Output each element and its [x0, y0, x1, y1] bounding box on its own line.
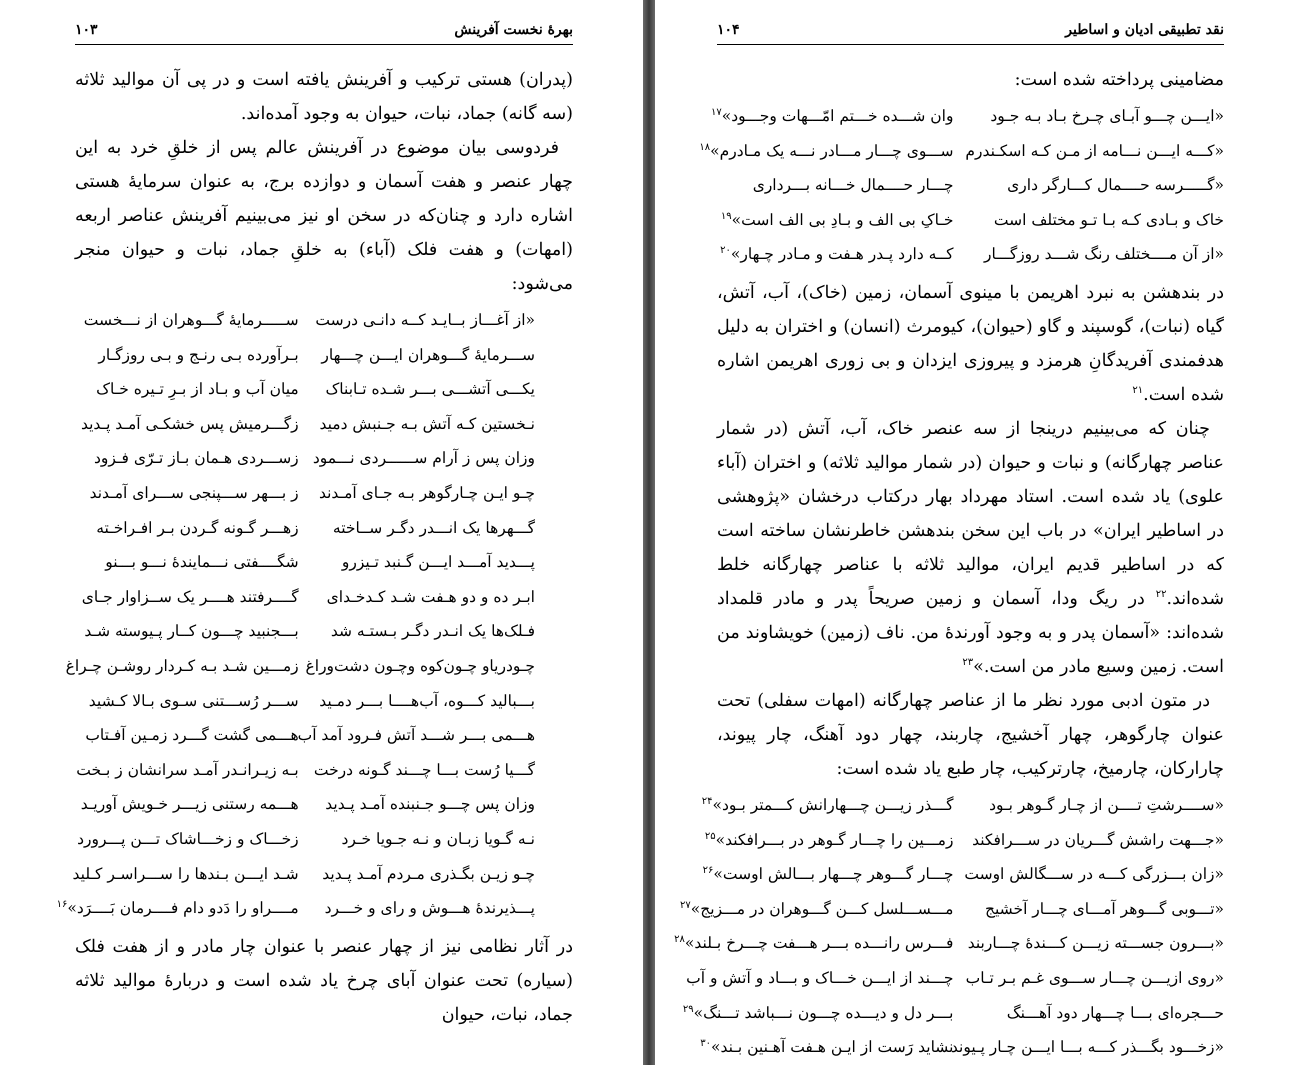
verse-hemistich-second-text: بـه زیـرانـدر آمـد سرانشان ز بـخت	[76, 760, 299, 779]
verse-hemistich-second-text: زخـــاک و زخـــاشاک تـــن پـــرورد	[77, 829, 299, 848]
verse-hemistich-second	[710, 99, 954, 134]
verse-hemistich-second	[81, 580, 299, 615]
footnote-marker: ۲۸	[674, 934, 685, 946]
verse-hemistich-second-text: شگــــفتی نـــمایندهٔ نـــو بـــنو	[105, 553, 299, 572]
footnote-marker: ۳۰	[700, 1037, 712, 1049]
verse-hemistich-second-text: مــــراو را دَدو دام فــــرمان بَــــرَد»	[67, 899, 299, 918]
verse-hemistich-second-text: ز بـــهر ســـپنجی ســـرای آمـدند	[89, 483, 299, 502]
verse-line	[680, 892, 1224, 927]
footnote-marker: ۲۶	[702, 865, 714, 876]
verse-hemistich-second	[83, 303, 299, 338]
verse-hemistich-second-text: زهـــر گـونه گـردن بـر افـراخـته	[96, 518, 299, 537]
verse-hemistich-second	[723, 168, 953, 203]
verse-line	[674, 926, 1224, 961]
verse-hemistich-first: «از آن مــــختلف رنگ شـــد روزگـــار	[983, 245, 1224, 264]
verse-hemistich-first: «روی ازیـــن چـــار ســـوی غـم بـر تـاب	[965, 968, 1224, 987]
book-gutter	[643, 0, 655, 1065]
verse-hemistich-second-text: نشاید رَست از ایـن هـفت آهـنین بـند»	[711, 1038, 954, 1057]
footnote-marker: ۲۹	[682, 1003, 694, 1015]
verse-hemistich-first: فـلک‌ها یک انـدر دگـر بـستـه شد	[330, 622, 535, 641]
verse-hemistich-second	[80, 787, 299, 822]
verse-hemistich-second-text: شـد ایـــن بـندها را ســـراسـر کـلید	[72, 864, 299, 883]
verse-hemistich-second-text: چـــند از ایـــن خـــاک و بـــاد و آتش و آب	[686, 968, 954, 987]
verse-hemistich-second	[80, 407, 299, 442]
verse-hemistich-second	[76, 753, 299, 788]
right-paragraph-2-text-b: در ریگ ودا، آسمان و زمین صریحاً پدر و مادر قلمداد شده‌اند: «آسمان پدر و به وجود آورندهٔ من. ناف (زمین) خویشاوند من است. زمین وسیع مادر من است.»	[717, 588, 1224, 677]
verse-line	[702, 857, 1224, 892]
verse-hemistich-first: «جـــهت راشش گـــریان در ســـرافکند	[972, 830, 1224, 849]
verse-line	[75, 338, 573, 373]
footnote-marker: ۲۰	[720, 245, 731, 257]
verse-line	[699, 134, 1224, 169]
verse-hemistich-first: ســـرمایهٔ گـــوهران ایـــن چـــهار	[321, 345, 535, 364]
verse-hemistich-first: گـــیا رُست بـــا چـــند گـونه درخت	[313, 760, 535, 779]
right-page-number: ۱۰۴	[717, 22, 740, 38]
verse-hemistich-second	[96, 511, 299, 546]
verse-hemistich-second-text: کــه دارد پـدر هـفت و مـادر چـهار»	[730, 245, 954, 264]
verse-hemistich-first: «ایـــن چـــو آبـای چـرخ بـاد بـه جـود	[990, 107, 1224, 125]
verse-hemistich-second	[85, 718, 299, 753]
verse-hemistich-second-text: وان شـــده خـــتم امّـــهات وجـــود»	[721, 107, 954, 125]
footnote-marker: ۲۴	[701, 795, 713, 807]
footnote-marker: ۲۷	[680, 899, 691, 911]
verse-hemistich-first: «ســــرشتِ تــــن از چـار گـوهر بـود	[989, 795, 1224, 814]
verse-hemistich-first: «زخـــود بگـــذر کـــه بـــا ایـــن چـار پـیوند	[950, 1038, 1224, 1057]
footnote-marker: ۲۵	[704, 830, 716, 842]
verse-hemistich-first: چـو زیـن بگـذری مـردم آمـد پـدید	[322, 864, 535, 883]
verse-line	[75, 822, 573, 857]
right-verse-block-1	[699, 99, 1224, 272]
verse-hemistich-first: حـــجره‌ای بـــا چـــهار دود آهـــنگ	[1006, 1003, 1224, 1022]
verse-line	[686, 961, 1224, 996]
verse-hemistich-first: وزان پس ز آرام ســــــردی نـــمود	[312, 449, 535, 468]
right-paragraph-2-text-a: چنان که می‌بینیم درینجا از سه عنصر خاک، آب، آتش (در شمار عناصر چهارگانه) و نبات و حیوان (در شمار موالید ثلاثه) و اختران (آباء علوی) یاد شده است. استاد مهرداد بهار درکتاب درخشان «پژوهشی در اساطیر ایران» در باب این سخن بندهشن خاطرنشان ساخته است که در اساطیر قدیم ایران، موالید ثلاثه با عناصر چهارگانه خلط شده‌اند.	[717, 418, 1224, 609]
verse-line	[72, 857, 573, 892]
verse-line	[704, 823, 1224, 858]
verse-hemistich-second	[702, 857, 954, 892]
verse-hemistich-second	[105, 545, 299, 580]
verse-line	[75, 718, 573, 753]
footnote-marker: ۲۱	[1132, 385, 1144, 397]
verse-hemistich-first: نـه گـویا زبـان و نـه جـویا خـرد	[341, 829, 535, 848]
verse-line	[75, 614, 573, 649]
verse-hemistich-second-text: ســـــرمایهٔ گـــوهران از نـــخست	[83, 311, 299, 329]
footnote-marker: ۱۶	[56, 898, 68, 910]
footnote-marker: ۱۹	[720, 210, 732, 222]
verse-hemistich-second-text: گــــرفتند هــــر یک ســزاوار جـای	[81, 587, 299, 606]
verse-hemistich-second	[96, 372, 299, 407]
verse-hemistich-first: خاک و بـادی کـه بـا تـو مختلف است	[993, 210, 1224, 229]
right-paragraph-1-text: در بندهشن به نبرد اهریمن با مینوی آسمان، زمین (خاک)، آب، آتش، گیاه (نبات)، گوسپند و گاو (حیوان)، کیومرث (انسان) و اختران به دلیل هدفمندی آفریدگانِ هرمزد و پیروزی ایزدان و بی زوری اهریمن اشاره شده است.	[717, 282, 1224, 405]
left-page-number: ۱۰۳	[75, 22, 98, 38]
verse-line	[75, 441, 573, 476]
verse-line	[717, 168, 1224, 203]
right-paragraph-2	[717, 412, 1224, 684]
verse-line	[75, 476, 573, 511]
verse-hemistich-second	[56, 891, 299, 926]
verse-hemistich-second-text: ســـر رُســـتنی سـوی بـالا کـشید	[88, 691, 299, 710]
verse-hemistich-second	[700, 1030, 954, 1065]
verse-hemistich-first: یکـــی آتشـــی بـــر شـده تـابناک	[325, 380, 535, 399]
verse-hemistich-second-text: زســـردی هـمان بـاز تـرّی فـزود	[94, 449, 299, 468]
verse-hemistich-first: پـــذیرندهٔ هـــوش و رای و خـــرد	[324, 899, 535, 918]
right-page-content	[674, 63, 1224, 1065]
right-page	[655, 0, 1302, 1065]
left-verse-block	[56, 303, 573, 926]
right-verse-block-2	[674, 788, 1224, 1065]
verse-hemistich-second-text: بـــجنبید چـــون کــار پـیوسته شـد	[84, 622, 299, 641]
verse-line	[75, 684, 573, 719]
verse-hemistich-first: هـــمی بـــر شـــد آتش فـرود آمد آب	[297, 726, 535, 745]
verse-line	[56, 891, 573, 926]
verse-hemistich-second	[77, 822, 299, 857]
left-paragraph-1: (پدران) هستی ترکیب و آفرینش یافته است و در پی آن موالید ثلاثه (سه گانه) جماد، نبات، حیوان به وجود آمده‌اند.	[75, 70, 573, 124]
verse-hemistich-second-text: میان آب و بـاد از بـرِ تـیره خـاک	[96, 380, 299, 399]
verse-hemistich-first: چـودریاو چـون‌کوه وچـون دشت‌وراغ	[305, 656, 535, 675]
verse-line	[710, 99, 1224, 134]
verse-hemistich-first: «گـــــرسه حــــمال کـــارگر داری	[1007, 176, 1224, 195]
verse-hemistich-second-text: هـــمه رستنی زیـــر خـویش آوریـد	[80, 795, 299, 814]
verse-line	[75, 545, 573, 580]
verse-line	[682, 996, 1224, 1031]
verse-hemistich-second-text: هـــمی گشت گـــرد زمـین آفـتاب	[85, 726, 299, 745]
verse-hemistich-second	[701, 788, 954, 823]
verse-hemistich-first: گـــهرها یک انـــدر دگـر ســاخته	[332, 518, 535, 537]
verse-hemistich-second	[680, 892, 954, 927]
verse-hemistich-second	[98, 338, 299, 373]
verse-hemistich-second-text: خـاکِ بی الف و بـادِ بی الف است»	[731, 210, 954, 229]
verse-line	[717, 203, 1224, 238]
left-paragraph-2: فردوسی بیان موضوع در آفرینش عالم پس از خلقِ خرد به این چهار عنصر و هفت آسمان و دوازده برج، به عنوان سرمایهٔ هستی اشاره دارد و چنان‌که در سخن او نیز می‌بینیم آفرینش عناصر اربعه (امهات) و هفت فلک (آباء) به خلقِ جماد، نبات و حیوان منجر می‌شود:	[75, 138, 573, 294]
right-intro: مضامینی پرداخته شده است:	[1014, 70, 1224, 90]
verse-hemistich-second	[94, 441, 299, 476]
footnote-marker: ۱۸	[699, 141, 711, 153]
verse-hemistich-second-text: زمـــین شـد بـه کـردار روشـن چـراغ	[65, 656, 299, 675]
footnote-marker: ۱۷	[710, 106, 722, 118]
verse-hemistich-second-text: زگـــرمیش پس خشکـی آمـد پـدید	[80, 414, 299, 433]
verse-hemistich-second	[686, 961, 954, 996]
verse-hemistich-second	[674, 926, 954, 961]
verse-hemistich-second	[84, 614, 299, 649]
verse-hemistich-second-text: چـــار حــــمال خـــانه بـــرداری	[752, 176, 954, 195]
verse-hemistich-second	[89, 476, 299, 511]
left-paragraph-3: در آثار نظامی نیز از چهار عنصر با عنوان چار مادر و از هفت فلک (سیاره) تحت عنوان آبای چرخ یاد شده است و دربارهٔ موالید ثلاثه جماد، نبات، حیوان	[75, 936, 573, 1025]
verse-hemistich-second-text: بـرآورده بـی رنـج و بـی روزگـار	[98, 345, 299, 364]
verse-hemistich-second	[72, 857, 299, 892]
verse-hemistich-first: نـخستین کـه آتش بـه جـنبش دمید	[319, 414, 535, 433]
verse-line	[75, 511, 573, 546]
verse-hemistich-second	[65, 649, 299, 684]
verse-hemistich-second	[699, 134, 954, 169]
verse-line	[75, 753, 573, 788]
verse-hemistich-first: «بـــرون جســـته زیـــن کـــندهٔ چـــاربند	[967, 934, 1224, 953]
right-header-title: نقد تطبیقی ادیان و اساطیر	[1065, 22, 1224, 38]
verse-line	[700, 1030, 1224, 1065]
verse-hemistich-first: پـــدید آمـــد ایـــن گـنبد تـیزرو	[341, 553, 535, 572]
verse-hemistich-second-text: مـــســـلسل کـــن گـــوهران در مـــزیج»	[690, 899, 954, 918]
verse-hemistich-first: «از آغـــاز بــایـد کــه دانـی درست	[315, 311, 535, 329]
left-page-header	[75, 22, 573, 45]
verse-hemistich-first: «تـــوبی گـــوهر آمـــای چـــار آخشیج	[984, 899, 1224, 918]
footnote-marker: ۲۳	[962, 657, 974, 669]
footnote-marker: ۲۲	[1155, 589, 1167, 601]
right-paragraph-3: در متون ادبی مورد نظر ما از عناصر چهارگانه (امهات سفلی) تحت عنوان چارگوهر، چهار آخشیج، چاربند، چهار دود آهنگ، چار پیوند، چارارکان، چارمیخ، چارترکیب، چار طبع یاد شده است:	[717, 690, 1224, 779]
verse-hemistich-second-text: گـــذر زیـــن چـــهارانش کـــمتر بـود»	[712, 795, 954, 814]
verse-hemistich-first: بـــبالید کـــوه، آب‌هــــا بـــر دمـید	[319, 691, 535, 710]
left-page-content	[56, 63, 573, 1032]
verse-line	[75, 372, 573, 407]
verse-hemistich-first: چـو ایـن چـارگوهر بـه جـای آمـدند	[318, 483, 535, 502]
verse-line	[75, 580, 573, 615]
verse-hemistich-first: «کـــه ایـــن نـــامه از مـن کـه اسکـندرم	[965, 141, 1224, 160]
verse-hemistich-second-text: بـــر دل و دیـــده چـــون نـــباشد تـــنگ»	[693, 1003, 954, 1022]
right-paragraph-1	[717, 276, 1224, 412]
verse-hemistich-second-text: فـــرس رانـــده بـــر هـــفت چـــرخ بـلند»	[684, 934, 954, 953]
left-header-title: بهرهٔ نخست آفرینش	[454, 22, 573, 38]
verse-line	[65, 649, 573, 684]
verse-hemistich-second	[704, 823, 954, 858]
right-page-header	[717, 22, 1224, 45]
verse-line	[717, 237, 1224, 272]
verse-hemistich-second	[720, 203, 954, 238]
verse-hemistich-second-text: زمـــین را چـــار گـوهر در بـــرافکند»	[715, 830, 954, 849]
verse-line	[75, 303, 573, 338]
verse-hemistich-first: ابـر ده و دو هـفت شـد کـدخـدای	[326, 587, 535, 606]
verse-hemistich-second	[682, 996, 954, 1031]
verse-hemistich-first: «زان بـــزرگی کـــه در ســـگالش اوست	[964, 865, 1224, 884]
verse-hemistich-first: وزان پس چـــو جـنبنده آمـد پـدید	[325, 795, 535, 814]
verse-line	[75, 787, 573, 822]
verse-line	[75, 407, 573, 442]
verse-line	[701, 788, 1224, 823]
verse-hemistich-second	[88, 684, 299, 719]
verse-hemistich-second	[720, 237, 954, 272]
verse-hemistich-second-text: چـــار گـــوهر چـــهار بـــالش اوست»	[713, 865, 954, 884]
left-page	[0, 0, 643, 1065]
verse-hemistich-second-text: ســـوی چـــار مـــادر نـــه یک مـادرم»	[710, 141, 954, 160]
